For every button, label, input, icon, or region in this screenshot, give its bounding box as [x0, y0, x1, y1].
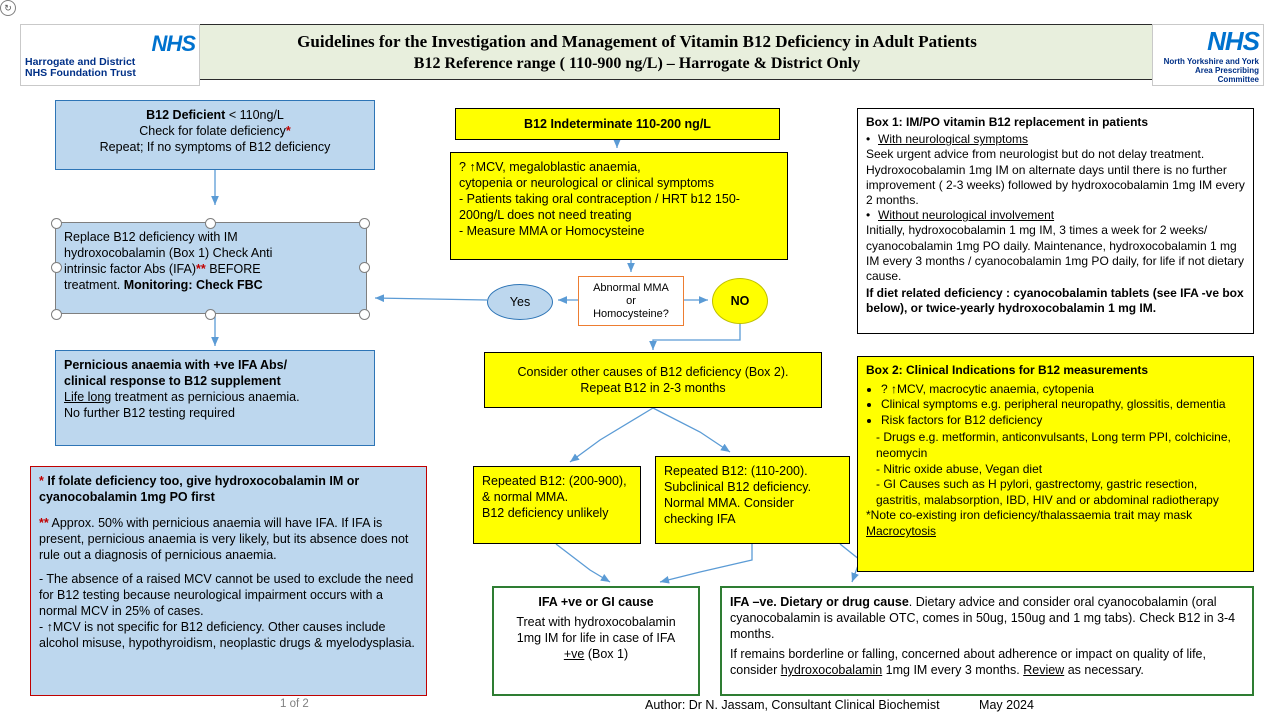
resize-handle-sw[interactable]	[51, 309, 62, 320]
author-name: Author: Dr N. Jassam, Consultant Clinical Biochemist	[645, 698, 940, 712]
nhs-logo-left	[20, 24, 200, 86]
b12-deficient-range: < 110ng/L	[225, 108, 284, 122]
ifa-pos-line1: Treat with hydroxocobalamin	[516, 615, 676, 629]
footnote-star: *	[39, 474, 44, 488]
repeated1-line2: B12 deficiency unlikely	[482, 506, 609, 520]
footnote-dstar-text: Approx. 50% with pernicious anaemia will have IFA. If IFA is present, pernicious anaemia is very likely, but its absence does not rule out a diagnosis of pernicious anaemia.	[39, 516, 409, 562]
ifa-neg-p2c: 1mg IM every 3 months.	[882, 663, 1024, 677]
header-title-line2: B12 Reference range ( 110-900 ng/L) – Harrogate & District Only	[413, 54, 861, 72]
resize-handle-se[interactable]	[359, 309, 370, 320]
nhs-wordmark-right: NHS	[1207, 26, 1259, 56]
mcv-line2: cytopenia or neurological or clinical symptoms	[459, 176, 714, 190]
box1-bold-tail: If diet related deficiency : cyanocobalamin tablets (see IFA -ve box below), or twice-yearly hydroxocobalamin 1 mg IM.	[866, 286, 1244, 316]
pernicious-line4: No further B12 testing required	[64, 406, 235, 420]
header-title-line1: Guidelines for the Investigation and Management of Vitamin B12 Deficiency in Adult Patients	[297, 31, 977, 51]
ifa-neg-p2a: If remains borderline or falling, concerned about adherence or impact on quality of life, consider	[730, 647, 1206, 677]
pernicious-line1: Pernicious anaemia with +ve IFA Abs/	[64, 358, 288, 372]
consider-line1: Consider other causes of B12 deficiency (Box 2).	[517, 365, 789, 379]
ifa-pos-line2: 1mg IM for life in case of IFA	[516, 631, 676, 645]
resize-handle-e[interactable]	[359, 262, 370, 273]
nhs-logo-right	[1152, 24, 1264, 86]
page-number: 1 of 2	[280, 698, 309, 710]
box1-bullet2: Without neurological involvement	[878, 208, 1055, 223]
box-consider-other-causes	[484, 352, 822, 408]
box-footnotes	[30, 466, 427, 696]
resize-handle-nw[interactable]	[51, 218, 62, 229]
monitoring-label: Monitoring: Check FBC	[123, 278, 263, 292]
box2-note-macrocytosis: Macrocytosis	[866, 523, 937, 538]
box1-bullet2-text: Initially, hydroxocobalamin 1 mg IM, 3 times a week for 2 weeks/ cyanocobalamin 1mg PO daily. Maintenance, hydroxocobalamin 1 mg IM every 3 months / cyanocobalamin 1mg PO daily, for life if not dietary cause.	[866, 223, 1244, 284]
bullet-icon: •	[866, 132, 871, 147]
box-replace-b12-selected[interactable]	[55, 222, 367, 314]
ifa-pos-plusve: +ve	[563, 647, 585, 661]
yes-label: Yes	[509, 295, 531, 309]
ifa-neg-drug: hydroxocobalamin	[780, 663, 883, 677]
ifa-pos-title: IFA +ve or GI cause	[538, 595, 654, 609]
author-line	[645, 698, 1205, 712]
b12-deficient-title: B12 Deficient	[146, 108, 226, 122]
mcv-line3: - Patients taking oral contraception / HRT b12 150-200ng/L does not need treating	[459, 192, 740, 222]
header-banner	[20, 24, 1254, 80]
resize-handle-n[interactable]	[205, 218, 216, 229]
box1-title: Box 1: IM/PO vitamin B12 replacement in patients	[866, 115, 1149, 129]
document-date: May 2024	[979, 698, 1034, 712]
box2-indications	[857, 356, 1254, 572]
pernicious-line3: treatment as pernicious anaemia.	[111, 390, 300, 404]
box2-item: • Clinical symptoms e.g. peripheral neuropathy, glossitis, dementia	[881, 397, 1245, 413]
box1-replacement	[857, 108, 1254, 334]
box2-sub: - Drugs e.g. metformin, anticonvulsants, Long term PPI, colchicine, neomycin	[876, 430, 1231, 460]
lifelong-label: Life long	[64, 390, 112, 404]
ifa-neg-review: Review	[1023, 663, 1065, 677]
box1-bullet1-text: Seek urgent advice from neurologist but do not delay treatment. Hydroxocobalamin 1mg IM on alternate days until there is no further improvement ( 2-3 weeks) followed by hydroxocobalamin 1mg IM every 2 months.	[866, 147, 1245, 208]
footnote-dstar: **	[39, 516, 49, 530]
consider-line2: Repeat B12 in 2-3 months	[580, 381, 726, 395]
footnote-p3: - The absence of a raised MCV cannot be used to exclude the need for B12 testing because neurological impairment occurs with a normal MCV in 25% of cases.	[39, 572, 414, 618]
ifa-neg-p2e: as necessary.	[1064, 663, 1144, 677]
repeated2-line1: Repeated B12: (110-200). Subclinical B12 deficiency.	[664, 464, 812, 494]
pernicious-line2: clinical response to B12 supplement	[64, 374, 281, 388]
box2-item: • Risk factors for B12 deficiency	[881, 413, 1245, 429]
footnote-p4: - ↑MCV is not specific for B12 deficiency. Other causes include alcohol misuse, hypothyroidism, neoplastic drugs & myelodysplasia.	[39, 620, 415, 650]
node-yes	[487, 284, 553, 320]
replace-line3: intrinsic factor Abs (IFA)	[64, 262, 196, 276]
box-mcv-symptoms	[450, 152, 788, 260]
box-repeated-b12-200-900	[473, 466, 641, 544]
apc-name: North Yorkshire and York	[1163, 57, 1259, 66]
repeated2-line2: Normal MMA. Consider checking IFA	[664, 496, 794, 526]
box-b12-indeterminate	[455, 108, 780, 140]
box-ifa-negative	[720, 586, 1254, 696]
box-pernicious-anaemia	[55, 350, 375, 446]
repeated1-line1: Repeated B12: (200-900), & normal MMA.	[482, 474, 627, 504]
asterisk-mark: *	[285, 124, 291, 138]
box1-bullet1: With neurological symptoms	[878, 132, 1029, 147]
no-label: NO	[730, 294, 750, 308]
box2-sub: - GI Causes such as H pylori, gastrectomy, gastric resection, gastritis, malabsorption, IBD, HIV and or abdominal radiotherapy	[876, 477, 1219, 507]
bullet-icon-2: •	[866, 208, 871, 223]
replace-line2: hydroxocobalamin (Box 1) Check Anti	[64, 246, 273, 260]
box2-title: Box 2: Clinical Indications for B12 measurements	[866, 363, 1149, 377]
apc-subname: Area Prescribing Committee	[1194, 66, 1259, 84]
mcv-line1: ? ↑MCV, megaloblastic anaemia,	[459, 160, 641, 174]
box2-item: • ? ↑MCV, macrocytic anaemia, cytopenia	[881, 382, 1245, 398]
resize-handle-s[interactable]	[205, 309, 216, 320]
mcv-line4: - Measure MMA or Homocysteine	[459, 224, 645, 238]
ifa-neg-lead: IFA –ve. Dietary or drug cause	[730, 595, 909, 609]
replace-line1: Replace B12 deficiency with IM	[64, 230, 238, 244]
box-repeated-b12-110-200	[655, 456, 850, 544]
ifa-pos-line3: (Box 1)	[584, 647, 629, 661]
ifa-neg-lead-text: . Dietary advice and consider oral cyanocobalamin (oral cyanocobalamin is available OTC, comes in 50ug, 150ug and 1 mg tabs). Check B12 in 3-4 months.	[730, 595, 1236, 641]
indeterminate-label: B12 Indeterminate 110-200 ng/L	[524, 117, 711, 131]
box2-note: *Note co-existing iron deficiency/thalassaemia trait may mask	[866, 508, 1193, 523]
decision-line1: Abnormal MMA	[593, 281, 669, 294]
footnote-star-text: If folate deficiency too, give hydroxocobalamin IM or cyanocobalamin 1mg PO first	[39, 474, 360, 504]
node-no	[712, 278, 768, 324]
decision-abnormal-mma	[578, 276, 684, 326]
rotate-handle[interactable]: ↻	[0, 0, 16, 16]
nhs-wordmark: NHS	[151, 30, 195, 56]
decision-line2: or	[626, 294, 636, 307]
resize-handle-w[interactable]	[51, 262, 62, 273]
trust-name: Harrogate and District	[25, 55, 136, 68]
resize-handle-ne[interactable]	[359, 218, 370, 229]
b12-deficient-line3: Repeat; If no symptoms of B12 deficiency	[99, 140, 331, 154]
trust-subname: NHS Foundation Trust	[25, 67, 136, 79]
replace-line3-rest: BEFORE	[205, 262, 261, 276]
replace-line4: treatment.	[64, 278, 124, 292]
box2-sub: - Nitric oxide abuse, Vegan diet	[876, 461, 1043, 476]
box-b12-deficient	[55, 100, 375, 170]
double-asterisk-mark: **	[195, 262, 206, 276]
box-ifa-positive	[492, 586, 700, 696]
b12-deficient-line2: Check for folate deficiency	[139, 124, 286, 138]
decision-line3: Homocysteine?	[593, 307, 669, 320]
